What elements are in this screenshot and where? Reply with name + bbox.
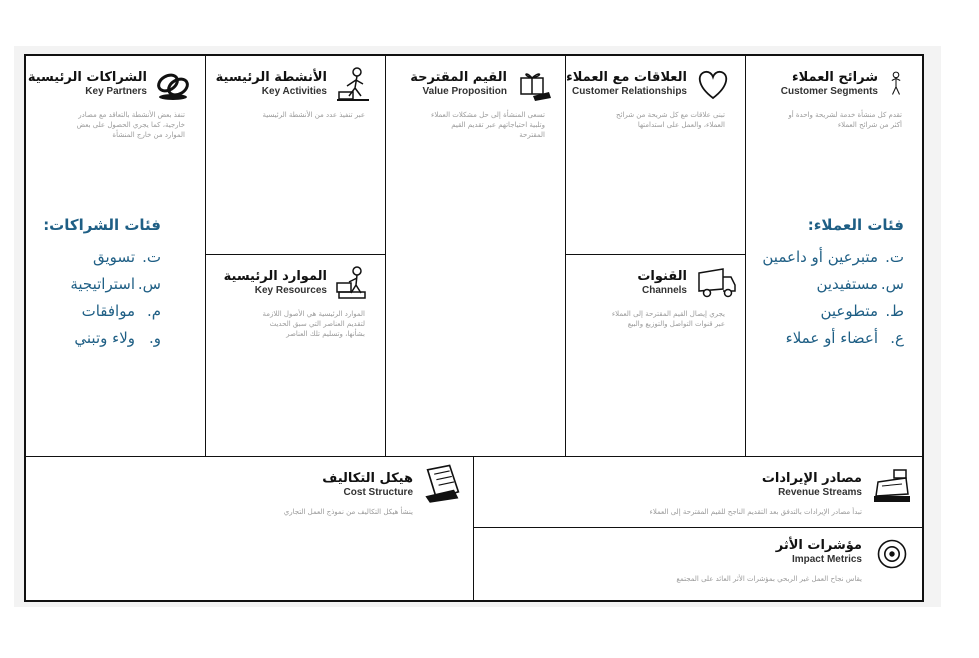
block-impact-metrics <box>474 528 922 600</box>
gift-icon <box>513 66 553 102</box>
list-item: ط.متطوعين <box>820 302 904 320</box>
block-title-en: Value Proposition <box>422 86 507 97</box>
cash-register-icon <box>872 465 912 507</box>
block-description: تبنى علاقات مع كل شريحة من شرائح العملاء، والعمل على استدامتها <box>615 111 725 129</box>
target-icon <box>874 536 910 572</box>
block-key-resources <box>206 255 386 456</box>
block-value-proposition <box>386 56 566 456</box>
block-description: ينشأ هيكل التكاليف من نموذج العمل التجاري <box>283 508 413 516</box>
partner-categories-list <box>43 216 161 352</box>
block-title-en: Customer Segments <box>780 86 878 97</box>
block-title-en: Channels <box>641 285 687 296</box>
block-title-ar: هيكل التكاليف <box>322 471 413 486</box>
block-description: الموارد الرئيسية هي الأصول اللازمة لتقديم العناصر التي سبق الحديث بشأنها، وتسليم تلك العناصر <box>262 310 365 338</box>
block-title-ar: مؤشرات الأثر <box>775 538 862 553</box>
worker-boxes-icon <box>333 265 373 301</box>
block-title-en: Key Partners <box>85 86 147 97</box>
block-key-partners <box>26 56 206 456</box>
list-item: س.مستفيدين <box>816 275 904 293</box>
block-title-ar: القنوات <box>637 269 687 284</box>
chain-link-icon <box>153 66 193 102</box>
list-item: ع.أعضاء أو عملاء <box>785 329 904 347</box>
receipt-icon <box>421 463 465 503</box>
block-title-en: Key Resources <box>254 285 327 296</box>
partner-categories-heading: فئات الشراكات: <box>43 216 161 234</box>
block-title-en: Impact Metrics <box>791 554 862 565</box>
block-title-ar: مصادر الإيرادات <box>761 471 862 486</box>
block-title-ar: شرائح العملاء <box>791 70 878 85</box>
list-item: و.ولاء وتبني <box>74 329 161 347</box>
block-title-en: Cost Structure <box>343 487 413 498</box>
block-title-ar: العلاقات مع العملاء <box>566 70 687 85</box>
block-description: يجري إيصال القيم المقترحة إلى العملاء عبر قنوات التواصل والتوزيع والبيع <box>611 310 725 328</box>
block-description: تقدم كل منشأة خدمة لشريحة واحدة أو أكثر من شرائح العملاء <box>788 111 902 129</box>
block-title-en: Key Activities <box>261 86 327 97</box>
block-title-ar: القيم المقترحة <box>410 70 507 85</box>
list-item: س.استراتيجية <box>70 275 161 293</box>
block-title-ar: الشراكات الرئيسية <box>27 70 147 85</box>
heart-icon <box>693 66 733 102</box>
person-icon <box>882 66 910 102</box>
block-description: تنفذ بعض الأنشطة بالتعاقد مع مصادر خارجية، كما يجري الحصول على بعض الموارد من خارج المنشأة <box>76 111 185 139</box>
list-item: م.موافقات <box>81 302 161 320</box>
block-revenue-streams <box>474 456 922 528</box>
block-key-activities <box>206 56 386 255</box>
customer-categories-list <box>762 216 904 352</box>
block-customer-segments <box>746 56 922 456</box>
block-title-ar: الأنشطة الرئيسية <box>215 70 327 85</box>
customer-categories-heading: فئات العملاء: <box>807 216 904 234</box>
list-item: ت.تسويق <box>93 248 161 266</box>
block-customer-relationships <box>566 56 746 255</box>
list-item: ت.متبرعين أو داعمين <box>762 248 904 266</box>
block-channels <box>566 255 746 456</box>
block-title-en: Revenue Streams <box>778 487 862 498</box>
business-model-canvas <box>24 54 924 602</box>
block-description: يقاس نجاح العمل غير الربحي بمؤشرات الأثر العائد على المجتمع <box>676 575 862 583</box>
block-description: عبر تنفيذ عدد من الأنشطة الرئيسية <box>262 111 365 119</box>
truck-icon <box>695 265 739 301</box>
block-cost-structure <box>26 456 474 600</box>
worker-icon <box>333 66 373 102</box>
block-description: تسعى المنشأة إلى حل مشكلات العملاء وتلبية احتياجاتهم عبر تقديم القيم المقترحة <box>431 111 545 139</box>
block-title-en: Customer Relationships <box>571 86 687 97</box>
block-description: تبدأ مصادر الإيرادات بالتدفق بعد التقديم الناجح للقيم المقترحة إلى العملاء <box>649 508 862 516</box>
block-title-ar: الموارد الرئيسية <box>223 269 327 284</box>
